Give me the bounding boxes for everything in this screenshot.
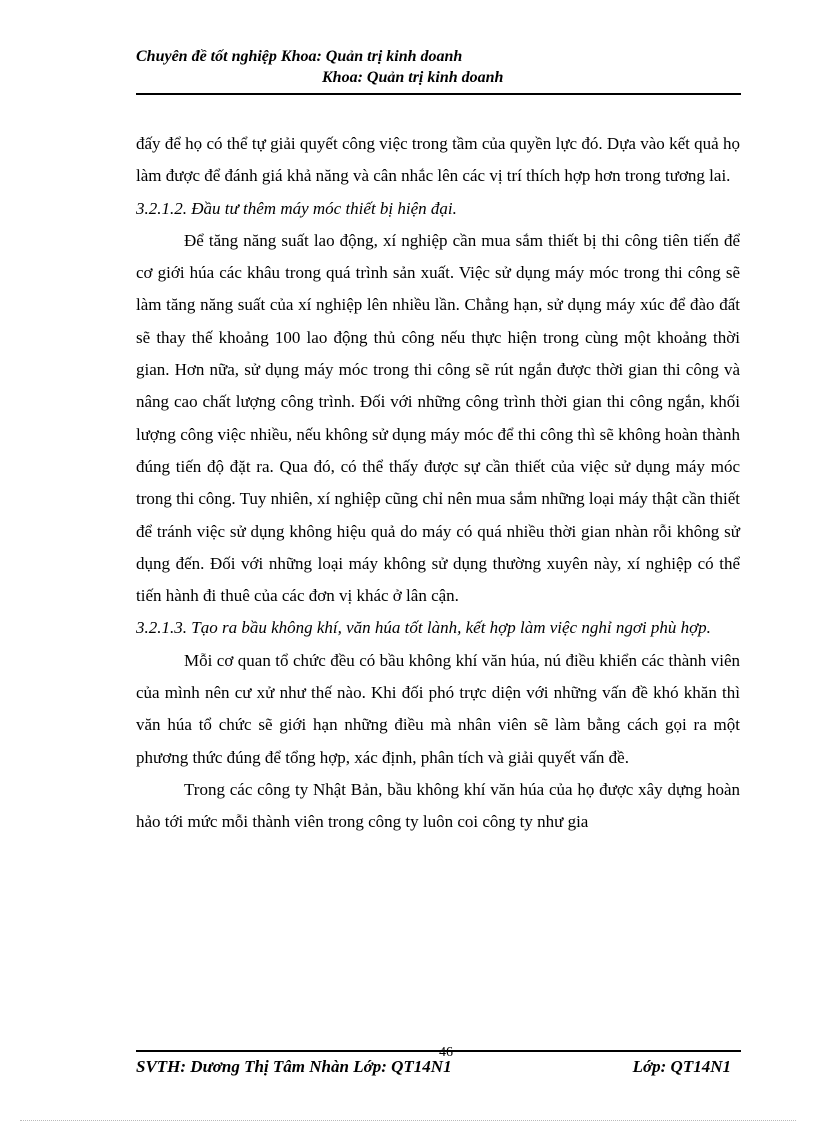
section-heading-3-2-1-2: 3.2.1.2. Đầu tư thêm máy móc thiết bị hiện đại. [136,198,457,218]
header-divider [136,93,741,95]
page-number: 46 [439,1045,453,1060]
footer-class: Lớp: QT14N1 [632,1057,731,1076]
header-department: Khoa: Quản trị kinh doanh [322,69,504,86]
page-header [136,46,741,89]
paragraph-japan: Trong các công ty Nhật Bản, bầu không khí văn húa của họ được xây dựng hoàn hảo tới mức mỗi thành viên trong công ty luôn coi công ty như gia [136,779,740,832]
paragraph-culture: Mỗi cơ quan tổ chức đều có bầu không khí văn húa, nú điều khiển các thành viên của mình nên cư xử như thế nào. Khi đối phó trực diện với những vấn đề khó khăn thì văn húa tổ chức sẽ giới hạn những điều mà nhân viên sẽ làm bằng cách gọi ra một phương thức đúng để tổng hợp, xác định, phân tích và giải quyết vấn đề. [136,650,740,767]
page-footer [136,1045,741,1078]
header-title: Chuyên đề tốt nghiệp Khoa: Quản trị kinh doanh [136,48,463,65]
paragraph-continuation: đấy để họ có thể tự giải quyết công việc trong tầm của quyền lực đó. Dựa vào kết quả họ làm được để đánh giá khả năng và cân nhắc lên các vị trí thích hợp hơn trong tương lai. [136,134,740,186]
section-heading-3-2-1-3: 3.2.1.3. Tạo ra bầu không khí, văn húa tốt lành, kết hợp làm việc nghỉ ngơi phù hợp. [136,618,711,638]
footer-student: SVTH: Dương Thị Tâm Nhàn Lớp: QT14N1 [136,1057,452,1076]
document-body [136,128,740,839]
paragraph-machinery: Để tăng năng suất lao động, xí nghiệp cần mua sắm thiết bị thi công tiên tiến để cơ giới húa các khâu trong quá trình sản xuất. Việc sử dụng máy móc trong thi công sẽ làm tăng năng suất của xí nghiệp lên nhiều lần. Chẳng hạn, sử dụng máy xúc để đào đất sẽ thay thế khoảng 100 lao động thủ công nếu thực hiện trong cùng một khoảng thời gian. Hơn nữa, sử dụng máy móc trong thi công sẽ rút ngắn được thời gian thi công và nâng cao chất lượng công trình. Đối với những công trình thời gian thi công ngắn, khối lượng công việc nhiều, nếu không sử dụng máy móc để thi công thì sẽ không hoàn thành đúng tiến độ đặt ra. Qua đó, có thể thấy được sự cần thiết của việc sử dụng máy móc trong thi công. Tuy nhiên, xí nghiệp cũng chỉ nên mua sắm những loại máy thật cần thiết để tránh việc sử dụng không hiệu quả do máy có quá nhiều thời gian nhàn rỗi không sử dụng đến. Đối với những loại máy không sử dụng thường xuyên này, xí nghiệp có thể tiến hành đi thuê của các đơn vị khác ở lân cận. [136,230,740,606]
page-edge [20,1120,796,1121]
